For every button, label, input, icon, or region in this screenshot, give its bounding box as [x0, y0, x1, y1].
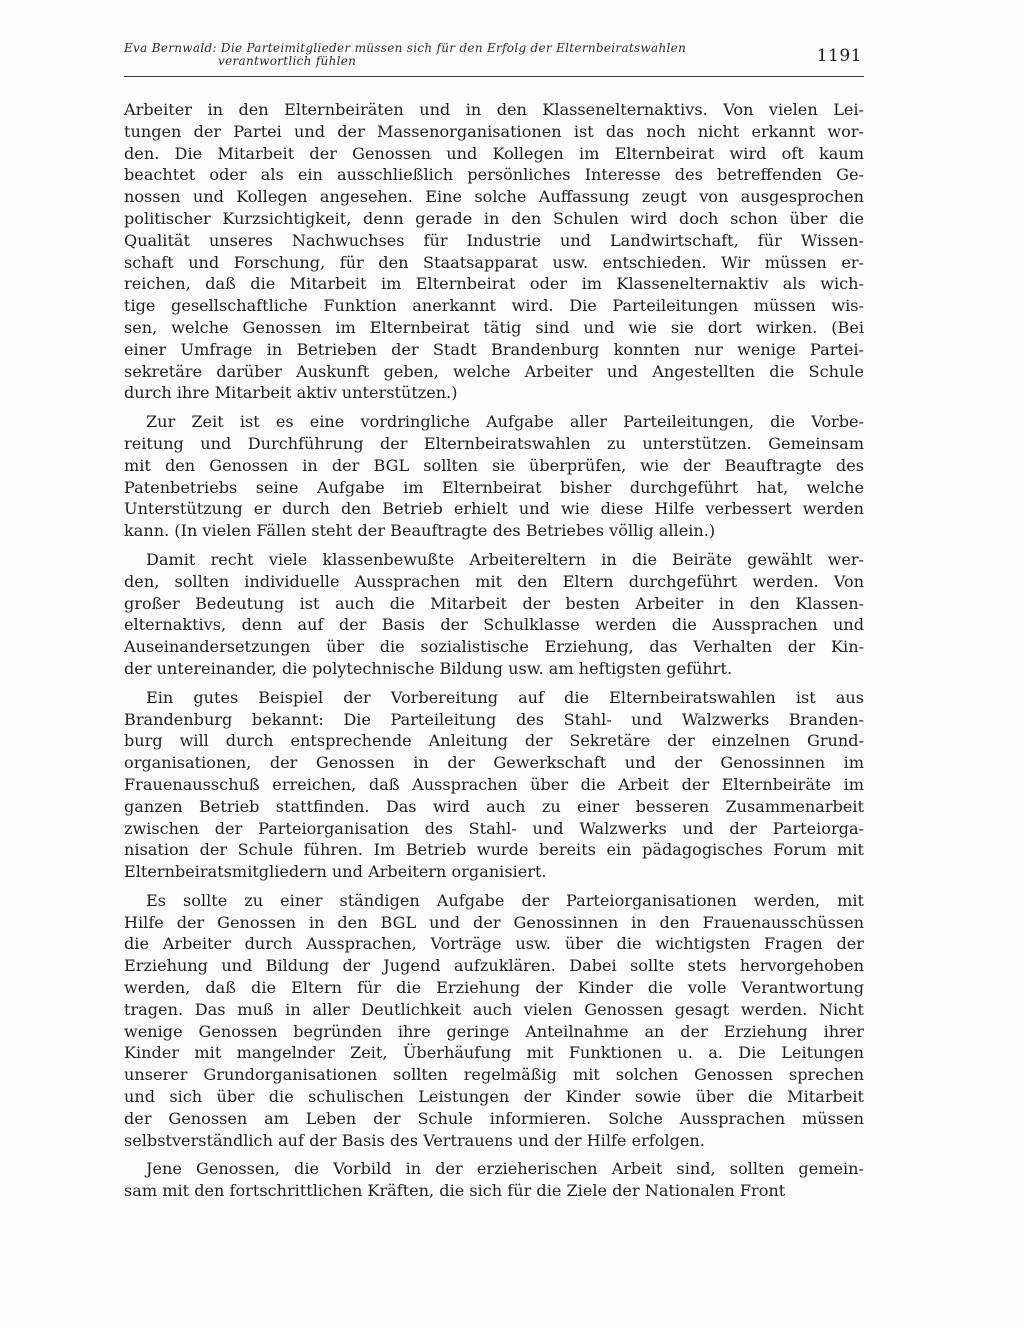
text-line: nisation der Schule führen. Im Betrieb wurde bereits ein pädagogisches Forum mit [124, 840, 864, 860]
text-line: mit den Genossen in der BGL sollten sie überprüfen, wie der Beauftragte des [124, 455, 864, 475]
text-line: Ein gutes Beispiel der Vorbereitung auf die Elternbeiratswahlen ist aus [146, 687, 864, 707]
text-line: Unterstützung er durch den Betrieb erhielt und wie diese Hilfe verbessert werden [124, 499, 864, 519]
text-line: tige gesellschaftliche Funktion anerkannt wird. Die Parteileitungen müssen wis- [124, 296, 864, 316]
paragraph [124, 1158, 864, 1202]
text-line: reitung und Durchführung der Elternbeiratswahlen zu unterstützen. Gemeinsam [124, 433, 864, 453]
text-line: die Arbeiter durch Aussprachen, Vorträge usw. über die wichtigsten Fragen der [124, 934, 864, 954]
text-line: Erziehung und Bildung der Jugend aufzuklären. Dabei sollte stets hervorgehoben [124, 956, 864, 976]
text-line: Kinder mit mangelnder Zeit, Überhäufung mit Funktionen u. a. Die Leitungen [124, 1043, 864, 1063]
paragraph [124, 99, 864, 404]
text-line: organisationen, der Genossen in der Gewerkschaft und der Genossinnen im [124, 753, 864, 773]
text-line: der Genossen am Leben der Schule informieren. Solche Aussprachen müssen [124, 1108, 864, 1128]
text-line: beachtet oder als ein ausschließlich persönliches Interesse des betreffenden Ge- [124, 165, 864, 185]
text-line: Damit recht viele klassenbewußte Arbeitereltern in die Beiräte gewählt wer- [146, 549, 864, 569]
text-line: wenige Genossen begründen ihre geringe Anteilnahme an der Erziehung ihrer [124, 1021, 864, 1041]
text-line: sam mit den fortschrittlichen Kräften, die sich für die Ziele der Nationalen Front [124, 1181, 786, 1201]
text-line: sen, welche Genossen im Elternbeirat tätig sind und wie sie dort wirken. (Bei [124, 317, 864, 337]
text-line: den. Die Mitarbeit der Genossen und Kollegen im Elternbeirat wird oft kaum [124, 143, 864, 163]
paragraph [124, 687, 864, 883]
text-line: burg will durch entsprechende Anleitung der Sekretäre der einzelnen Grund- [124, 731, 864, 751]
text-line: Arbeiter in den Elternbeiräten und in den Klassenelternaktivs. Von vielen Lei- [124, 100, 864, 119]
text-line: großer Bedeutung ist auch die Mitarbeit der besten Arbeiter in den Klassen- [124, 593, 864, 613]
text-line: Auseinandersetzungen über die sozialistische Erziehung, das Verhalten der Kin- [124, 637, 864, 657]
running-head-title-line1: Eva Bernwald: Die Parteimitglieder müssen sich für den Erfolg der Elternbeiratswahlen [124, 41, 687, 55]
text-line: kann. (In vielen Fällen steht der Beauftragte des Betriebes völlig allein.) [124, 521, 716, 541]
text-line: tungen der Partei und der Massenorganisationen ist das noch nicht erkannt wor- [124, 121, 864, 141]
text-line: Jene Genossen, die Vorbild in der erzieherischen Arbeit sind, sollten gemein- [146, 1159, 864, 1179]
text-line: Hilfe der Genossen in den BGL und der Genossinnen in den Frauenausschüssen [124, 912, 864, 932]
article-body [124, 99, 864, 1202]
text-line: Zur Zeit ist es eine vordringliche Aufgabe aller Parteileitungen, die Vorbe- [146, 412, 864, 432]
running-head-title-line2: verantwortlich fühlen [218, 54, 357, 68]
text-line: Brandenburg bekannt: Die Parteileitung des Stahl- und Walzwerks Branden- [124, 709, 864, 729]
text-line: reichen, daß die Mitarbeit im Elternbeirat oder im Klassenelternaktiv als wich- [124, 274, 864, 294]
text-line: der untereinander, die polytechnische Bildung usw. am heftigsten geführt. [124, 658, 733, 678]
page-number: 1191 [816, 46, 862, 66]
paragraph [124, 411, 864, 542]
text-line: zwischen der Parteiorganisation des Stahl- und Walzwerks und der Parteiorga- [124, 818, 864, 838]
text-line: elternaktivs, denn auf der Basis der Schulklasse werden die Aussprachen und [124, 615, 864, 635]
text-line: Elternbeiratsmitgliedern und Arbeitern organisiert. [124, 862, 547, 882]
text-line: den, sollten individuelle Aussprachen mit den Eltern durchgeführt werden. Von [124, 571, 864, 591]
text-line: unserer Grundorganisationen sollten regelmäßig mit solchen Genossen sprechen [124, 1065, 864, 1085]
text-line: selbstverständlich auf der Basis des Vertrauens und der Hilfe erfolgen. [124, 1130, 705, 1150]
text-line: Qualität unseres Nachwuchses für Industrie und Landwirtschaft, für Wissen- [124, 230, 864, 250]
text-line: und sich über die schulischen Leistungen der Kinder sowie über die Mitarbeit [124, 1087, 864, 1107]
text-line: Es sollte zu einer ständigen Aufgabe der Parteiorganisationen werden, mit [146, 890, 864, 910]
text-line: nossen und Kollegen angesehen. Eine solche Auffassung zeugt von ausgesprochen [124, 187, 864, 207]
text-line: schaft und Forschung, für den Staatsapparat usw. entschieden. Wir müssen er- [124, 252, 864, 272]
running-head [124, 42, 864, 77]
running-head-title [124, 42, 764, 68]
text-line: einer Umfrage in Betrieben der Stadt Brandenburg konnten nur wenige Partei- [124, 339, 864, 359]
text-line: durch ihre Mitarbeit aktiv unterstützen.) [124, 383, 458, 403]
text-line: Patenbetriebs seine Aufgabe im Elternbeirat bisher durchgeführt hat, welche [124, 477, 864, 497]
text-line: tragen. Das muß in aller Deutlichkeit auch vielen Genossen gesagt werden. Nicht [124, 999, 864, 1019]
text-line: ganzen Betrieb stattfinden. Das wird auch zu einer besseren Zusammenarbeit [124, 796, 864, 816]
paragraph [124, 890, 864, 1152]
paragraph [124, 549, 864, 680]
text-line: Frauenausschuß erreichen, daß Aussprachen über die Arbeit der Elternbeiräte im [124, 774, 864, 794]
text-line: sekretäre darüber Auskunft geben, welche Arbeiter und Angestellten die Schule [124, 361, 864, 381]
text-line: politischer Kurzsichtigkeit, denn gerade in den Schulen wird doch schon über die [124, 208, 864, 228]
text-line: werden, daß die Eltern für die Erziehung der Kinder die volle Verantwortung [124, 978, 864, 998]
